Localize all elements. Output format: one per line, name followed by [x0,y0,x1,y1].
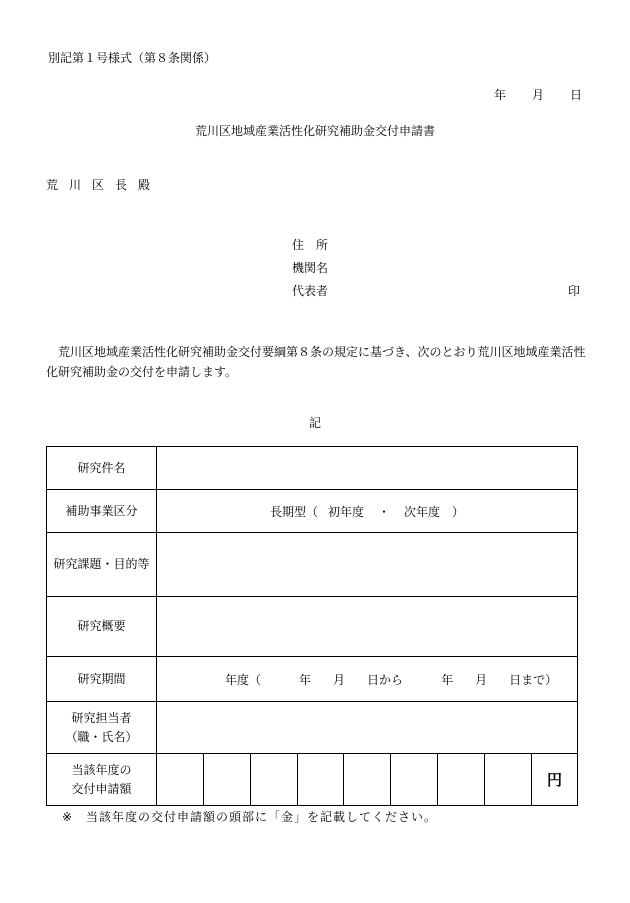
address-row[interactable] [292,234,580,257]
table-row [47,754,578,806]
table-row [47,447,578,490]
amount-digit-cell[interactable] [485,754,532,806]
date-month[interactable]: 月 [531,88,544,102]
form-number-label: 別記第１号様式（第８条関係） [48,51,217,65]
period-end-month: 月 [475,672,488,687]
category-type: 長期型（ [269,504,318,519]
category-separator: ・ [377,504,390,519]
amount-digit-cell[interactable] [203,754,250,806]
amount-label-line1: 当該年度の [71,762,132,777]
amount-digit-cell[interactable] [344,754,391,806]
table-row [47,597,578,657]
org-row[interactable] [292,257,580,280]
overview-field[interactable] [157,597,578,657]
yen-unit: 円 [531,754,577,806]
period-field[interactable] [157,657,578,702]
amount-digit-cell[interactable] [297,754,344,806]
period-start-month: 月 [333,672,346,687]
period-label: 研究期間 [47,657,157,702]
amount-label-line2: 交付申請額 [71,781,132,796]
category-next-year[interactable]: 次年度 [404,504,441,519]
research-name-field[interactable] [157,447,578,490]
rep-row[interactable] [292,280,580,303]
staff-field[interactable] [157,702,578,754]
table-row [47,702,578,754]
rep-label: 代表者 [292,284,329,298]
applicant-block [292,234,580,303]
addressee: 荒川区長殿 [46,178,162,192]
table-row [47,657,578,702]
period-start-day: 日から [367,672,404,687]
application-statement: 荒川区地域産業活性化研究補助金交付要綱第８条の規定に基づき、次のとおり荒川区地域産業活性化研究補助金の交付を申請します。 [46,345,586,379]
period-start-year: 年 [299,672,312,687]
address-label: 住 所 [292,238,329,252]
staff-label-line1: 研究担当者 [71,710,132,725]
staff-label [47,702,157,754]
document-title: 荒川区地域産業活性化研究補助金交付申請書 [194,124,435,138]
category-field[interactable] [157,490,578,533]
category-label: 補助事業区分 [47,490,157,533]
overview-label: 研究概要 [47,597,157,657]
table-row [47,533,578,597]
staff-label-line2: （職・氏名） [65,729,138,744]
amount-label [47,754,157,806]
org-label: 機関名 [292,261,329,275]
date-year[interactable]: 年 [493,88,506,102]
period-end-year: 年 [441,672,454,687]
amount-digit-cell[interactable] [438,754,485,806]
table-row [47,490,578,533]
amount-digit-cell[interactable] [391,754,438,806]
category-close: ） [452,504,465,519]
date-day[interactable]: 日 [569,88,582,102]
ki-heading: 記 [308,416,321,430]
application-detail-table [46,446,578,806]
date-line [494,86,582,103]
amount-digit-cell[interactable] [250,754,297,806]
research-name-label: 研究件名 [47,447,157,490]
theme-label: 研究課題・目的等 [47,533,157,597]
theme-field[interactable] [157,533,578,597]
period-end-day: 日まで） [509,672,558,687]
seal-mark: 印 [567,284,580,298]
category-first-year[interactable]: 初年度 [327,504,364,519]
amount-digit-cell[interactable] [157,754,204,806]
footnote: ※ 当該年度の交付申請額の頭部に「金」を記載してください。 [62,810,438,824]
period-fiscal-year: 年度（ [225,672,262,687]
